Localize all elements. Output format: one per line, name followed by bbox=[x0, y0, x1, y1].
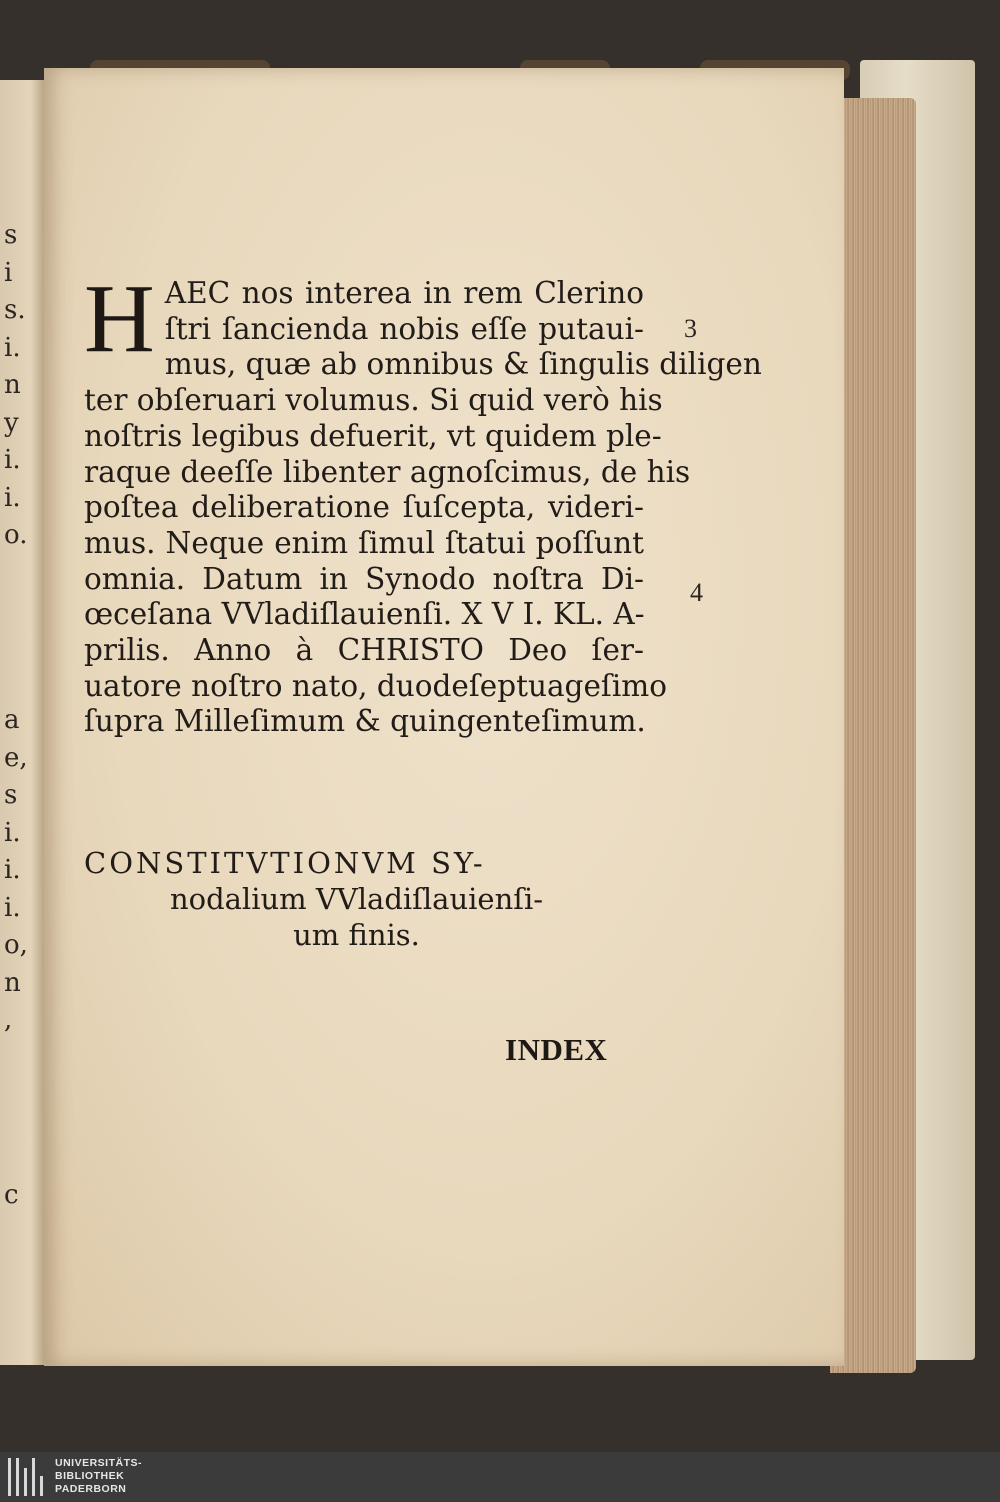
text-line: uatore noſtro nato, duodeſeptuageſimo bbox=[84, 668, 667, 703]
library-name-line: BIBLIOTHEK bbox=[55, 1470, 125, 1482]
left-fragment: i. bbox=[4, 445, 21, 475]
left-fragment: s bbox=[4, 220, 18, 250]
left-fragment: i. bbox=[4, 893, 21, 923]
left-fragment: i. bbox=[4, 483, 21, 513]
library-footer bbox=[0, 1452, 1000, 1502]
title-line: nodalium VVladiſlauienſi- bbox=[169, 882, 544, 916]
marginal-number: 3 bbox=[684, 314, 697, 343]
drop-capital: H bbox=[84, 265, 155, 373]
main-paragraph bbox=[84, 265, 762, 740]
left-fragment: n bbox=[4, 370, 21, 400]
text-line: poſtea deliberatione ſuſcepta, videri- bbox=[84, 490, 644, 525]
left-fragment: i. bbox=[4, 333, 21, 363]
title-line: um finis. bbox=[293, 918, 420, 952]
left-fragment: s bbox=[4, 780, 18, 810]
text-line: prilis. Anno à CHRISTO Deo ſer- bbox=[84, 633, 644, 668]
left-fragment: e, bbox=[4, 743, 28, 773]
left-fragment: o. bbox=[4, 520, 28, 550]
left-page-edge bbox=[0, 80, 44, 1365]
text-line: noſtris legibus defuerit, vt quidem ple- bbox=[84, 418, 662, 453]
marginal-number: 4 bbox=[690, 578, 703, 607]
left-fragment: y bbox=[4, 408, 19, 438]
text-line: œceſana VVladiſlauienſi. X V I. KL. A- bbox=[84, 597, 645, 632]
text-line: ſtri ſancienda nobis eſſe putaui- bbox=[164, 311, 644, 346]
left-fragment: i. bbox=[4, 855, 21, 885]
text-line: ter obſeruari volumus. Si quid verò his bbox=[84, 383, 663, 418]
text-line: AEC nos interea in rem Clerino bbox=[164, 276, 644, 310]
library-name-line: PADERBORN bbox=[55, 1483, 127, 1495]
text-line: raque deeſſe libenter agnoſcimus, de his bbox=[84, 454, 691, 489]
text-line: ſupra Milleſimum & quingenteſimum. bbox=[84, 704, 646, 739]
library-logo-icon bbox=[8, 1458, 48, 1496]
left-fragment: n bbox=[4, 968, 21, 998]
left-fragment: i bbox=[4, 258, 13, 288]
bleed-through-text bbox=[86, 170, 646, 230]
library-name bbox=[55, 1457, 142, 1496]
left-fragment: a bbox=[4, 705, 20, 735]
left-fragment: s. bbox=[4, 295, 26, 325]
text-line: mus, quæ ab omnibus & ſingulis diligen bbox=[164, 347, 762, 382]
catchword: INDEX bbox=[505, 1032, 608, 1067]
left-fragment: o, bbox=[4, 930, 28, 960]
text-line: mus. Neque enim ſimul ſtatui poſſunt bbox=[84, 525, 644, 560]
left-fragment: c bbox=[4, 1180, 19, 1210]
left-fragment: i. bbox=[4, 818, 21, 848]
title-line: CONSTITVTIONVM SY- bbox=[84, 846, 486, 880]
text-line: omnia. Datum in Synodo noſtra Di- bbox=[84, 561, 644, 596]
colophon-title bbox=[84, 845, 629, 953]
library-name-line: UNIVERSITÄTS- bbox=[55, 1457, 143, 1469]
left-fragment: , bbox=[4, 1005, 13, 1035]
